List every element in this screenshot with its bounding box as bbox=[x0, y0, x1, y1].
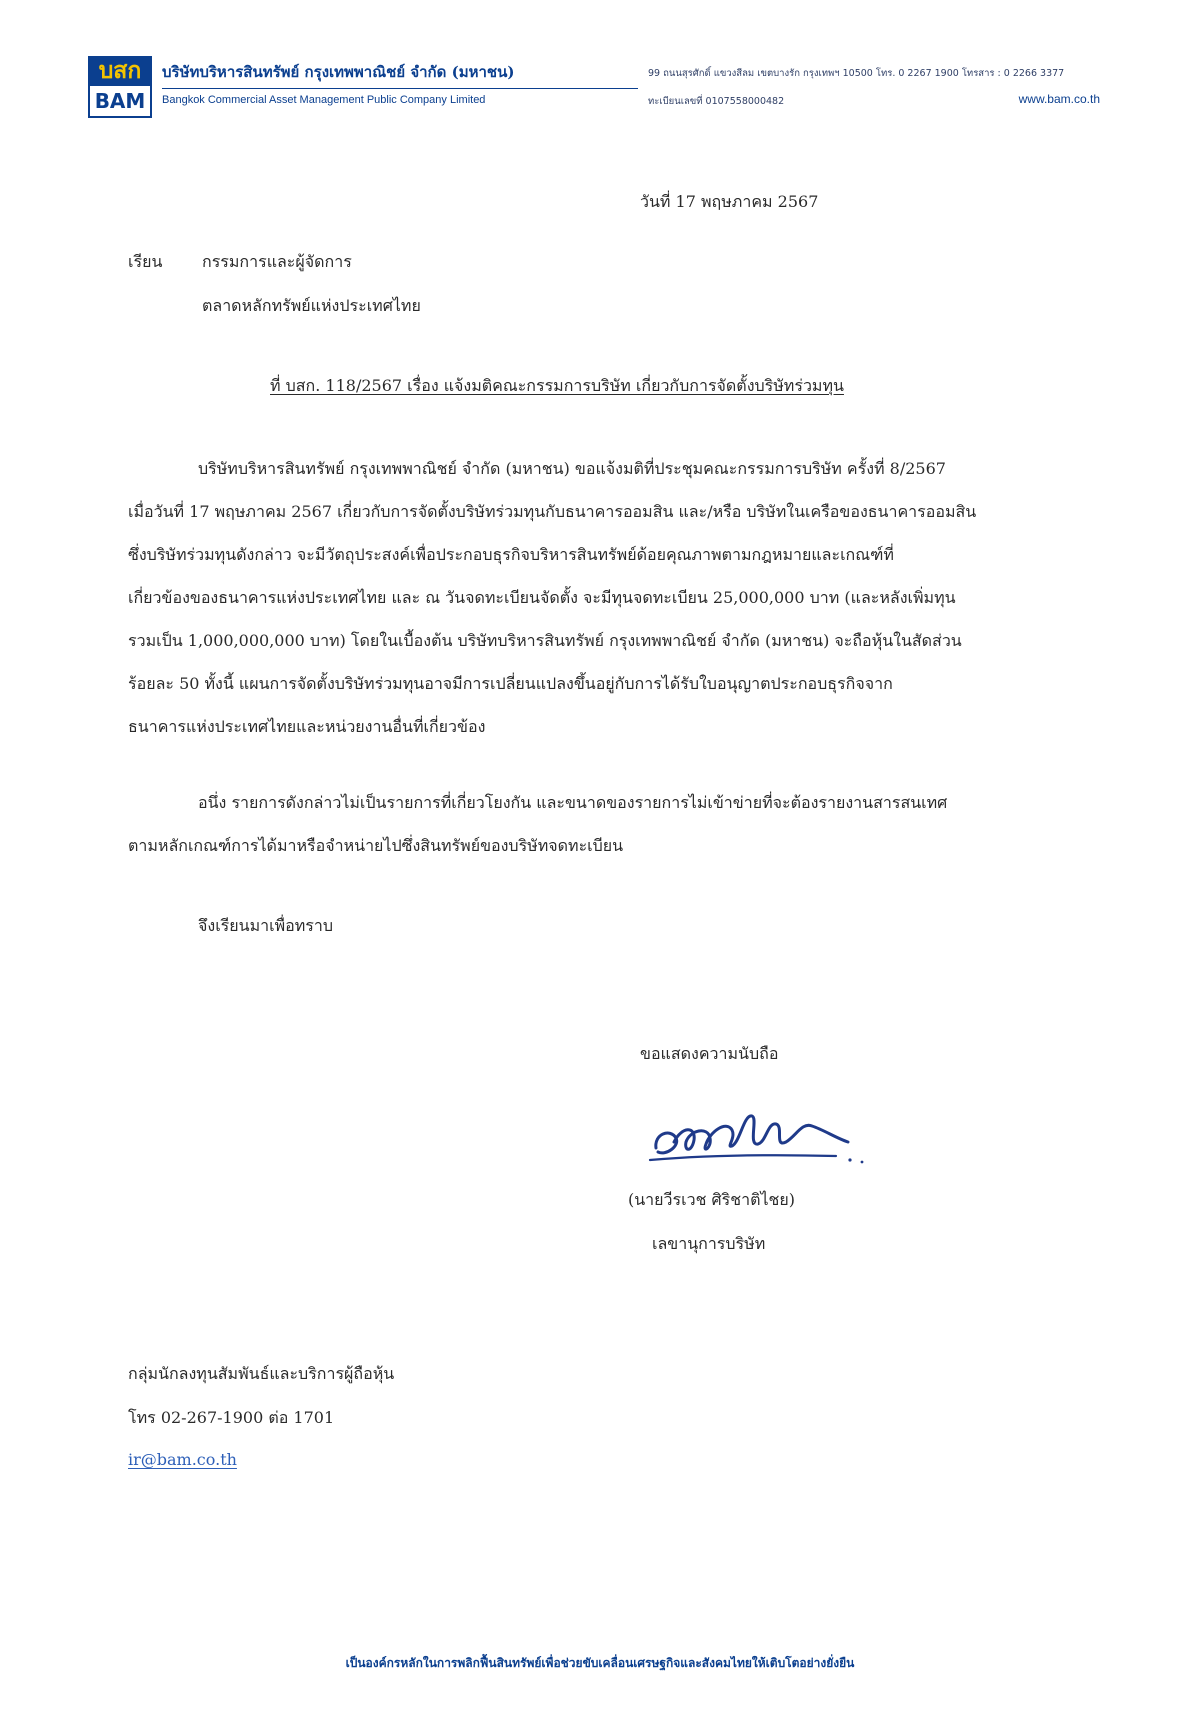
company-names bbox=[162, 60, 638, 106]
body-paragraph-2 bbox=[128, 788, 1048, 874]
footer-slogan: เป็นองค์กรหลักในการพลิกฟื้นสินทรัพย์เพื่อช่วยขับเคลื่อนเศรษฐกิจและสังคมไทยให้เติบโตอย่างยั่งยืน bbox=[345, 1656, 855, 1670]
contact-department: กลุ่มนักลงทุนสัมพันธ์และบริการผู้ถือหุ้น bbox=[128, 1364, 395, 1383]
company-address: 99 ถนนสุรศักดิ์ แขวงสีลม เขตบางรัก กรุงเทพฯ 10500 โทร. 0 2267 1900 โทรสาร : 0 2266 3377 bbox=[648, 68, 1065, 79]
signer-name: (นายวีรเวช ศิริชาติไชย) bbox=[628, 1190, 796, 1209]
contact-phone: โทร 02-267-1900 ต่อ 1701 bbox=[128, 1408, 335, 1427]
letter-subject: ที่ บสก. 118/2567 เรื่อง แจ้งมติคณะกรรมการบริษัท เกี่ยวกับการจัดตั้งบริษัทร่วมทุน bbox=[270, 376, 844, 395]
letterhead bbox=[88, 56, 1098, 122]
paragraph-line: รวมเป็น 1,000,000,000 บาท) โดยในเบื้องต้น บริษัทบริหารสินทรัพย์ กรุงเทพพาณิชย์ จำกัด (มหาชน) จะถือหุ้นในสัดส่วน bbox=[128, 631, 962, 650]
paragraph-line: ธนาคารแห่งประเทศไทยและหน่วยงานอื่นที่เกี่ยวข้อง bbox=[128, 717, 486, 736]
closing-statement: จึงเรียนมาเพื่อทราบ bbox=[198, 916, 333, 935]
letter-date: วันที่ 17 พฤษภาคม 2567 bbox=[640, 192, 819, 211]
paragraph-line: เกี่ยวข้องของธนาคารแห่งประเทศไทย และ ณ วันจดทะเบียนจัดตั้ง จะมีทุนจดทะเบียน 25,000,000 บาท (และหลังเพิ่มทุน bbox=[128, 588, 956, 607]
logo-thai-abbreviation: บสก bbox=[88, 56, 152, 86]
paragraph-line: อนึ่ง รายการดังกล่าวไม่เป็นรายการที่เกี่ยวโยงกัน และขนาดของรายการไม่เข้าข่ายที่จะต้องรายงานสารสนเทศ bbox=[198, 793, 948, 812]
paragraph-line: บริษัทบริหารสินทรัพย์ กรุงเทพพาณิชย์ จำกัด (มหาชน) ขอแจ้งมติที่ประชุมคณะกรรมการบริษัท ครั้งที่ 8/2567 bbox=[198, 459, 946, 478]
signer-position: เลขานุการบริษัท bbox=[652, 1234, 766, 1253]
company-website: www.bam.co.th bbox=[1018, 92, 1100, 106]
paragraph-line: ร้อยละ 50 ทั้งนี้ แผนการจัดตั้งบริษัทร่วมทุนอาจมีการเปลี่ยนแปลงขึ้นอยู่กับการได้รับใบอนุญาตประกอบธุรกิจจาก bbox=[128, 674, 893, 693]
addressee-line-1: กรรมการและผู้จัดการ bbox=[202, 252, 352, 271]
regards: ขอแสดงความนับถือ bbox=[640, 1044, 779, 1063]
addressee-line-2: ตลาดหลักทรัพย์แห่งประเทศไทย bbox=[202, 296, 421, 315]
logo-english-abbreviation: BAM bbox=[88, 86, 152, 118]
letterhead-contact bbox=[648, 66, 1100, 108]
contact-email-link[interactable]: ir@bam.co.th bbox=[128, 1450, 237, 1469]
paragraph-line: เมื่อวันที่ 17 พฤษภาคม 2567 เกี่ยวกับการจัดตั้งบริษัทร่วมทุนกับธนาคารออมสิน และ/หรือ บริษัทในเครือของธนาคารออมสิน bbox=[128, 502, 977, 521]
company-name-thai: บริษัทบริหารสินทรัพย์ กรุงเทพพาณิชย์ จำกัด (มหาชน) bbox=[162, 60, 638, 89]
company-logo bbox=[88, 56, 152, 120]
paragraph-line: ตามหลักเกณฑ์การได้มาหรือจำหน่ายไปซึ่งสินทรัพย์ของบริษัทจดทะเบียน bbox=[128, 836, 624, 855]
company-registration: ทะเบียนเลขที่ 0107558000482 bbox=[648, 96, 785, 107]
body-paragraph-1 bbox=[128, 454, 1048, 755]
paragraph-line: ซึ่งบริษัทร่วมทุนดังกล่าว จะมีวัตถุประสงค์เพื่อประกอบธุรกิจบริหารสินทรัพย์ด้อยคุณภาพตามกฎหมายและเกณฑ์ที่ bbox=[128, 545, 894, 564]
company-name-english: Bangkok Commercial Asset Management Public Company Limited bbox=[162, 94, 486, 106]
addressee-label: เรียน bbox=[128, 252, 163, 271]
handwritten-signature bbox=[636, 1086, 876, 1176]
